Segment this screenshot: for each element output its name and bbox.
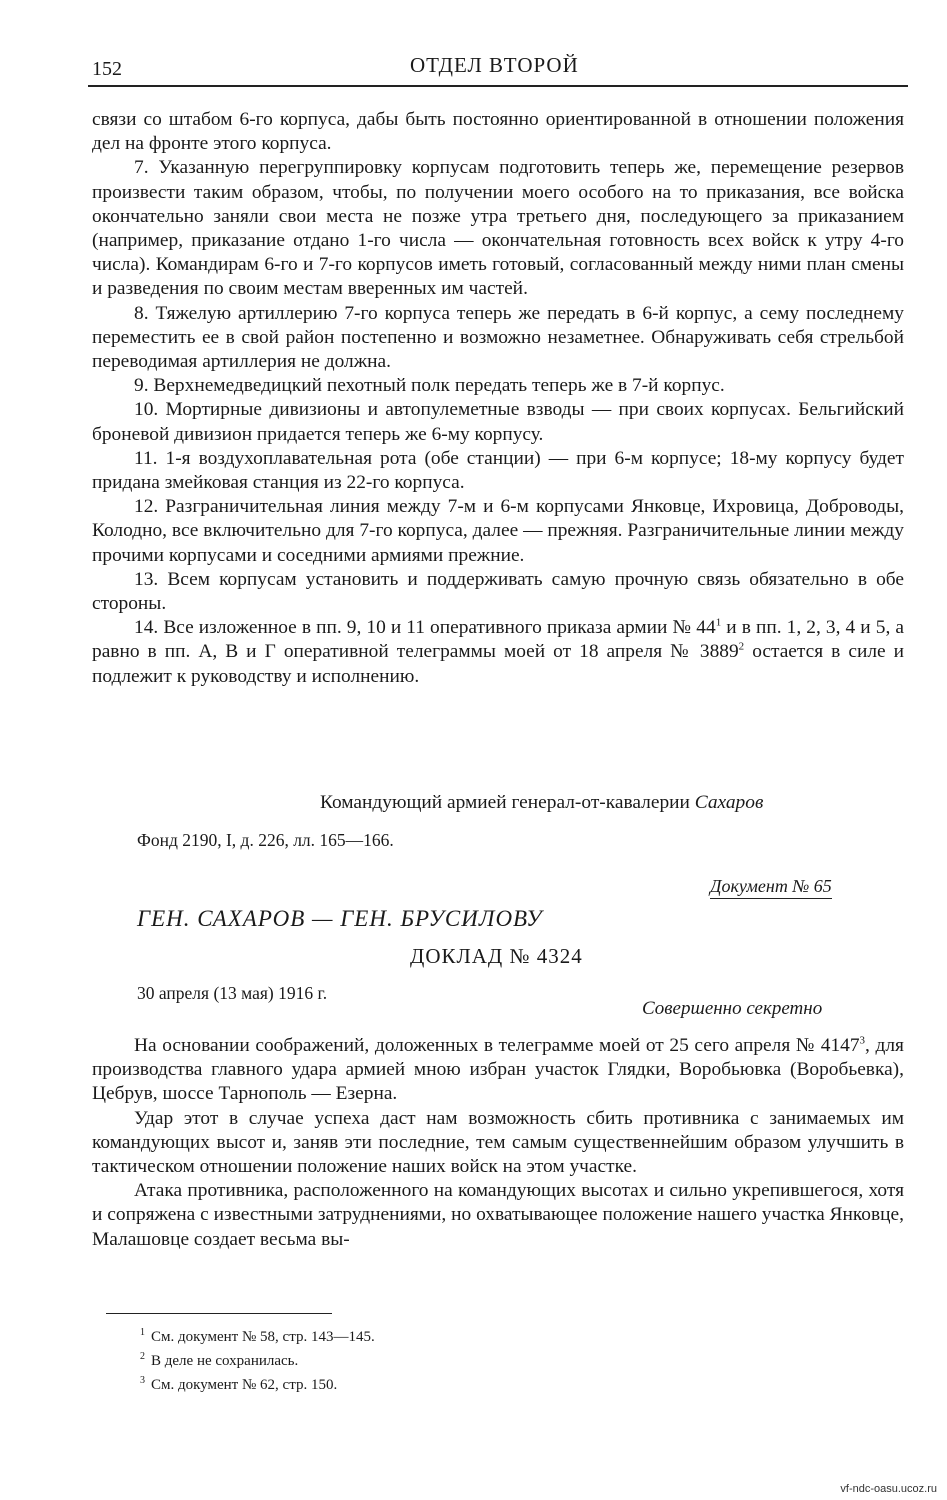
paragraph-13: 13. Всем корпусам установить и поддерживать самую прочную связь обязательно в обе стороны. <box>92 568 904 615</box>
footnote-text: См. документ № 62, стр. 150. <box>151 1377 338 1393</box>
paragraph-9: 9. Верхнемедведицкий пехотный полк передать теперь же в 7-й корпус. <box>134 375 725 397</box>
paragraph-7: 7. Указанную перегруппировку корпусам подготовить теперь же, перемещение резервов произвести таким образом, чтобы, по получении моего особого на то приказания, все войска окончательно заняли свои места не позже утра третьего дня, последующего за приказанием (например, приказание отдано 1-го числа — окончательная готовность всех войск к утру 4-го числа). Командирам 6-го и 7-го корпусов иметь готовый, согласованный между ними план смены и разведения по своим местам вверенных им частей. <box>92 157 904 300</box>
footnote-mark: 1 <box>140 1327 145 1338</box>
footnote-text: См. документ № 58, стр. 143—145. <box>151 1329 375 1345</box>
document-subtitle: ДОКЛАД № 4324 <box>410 944 583 968</box>
footnote-2 <box>140 1347 375 1371</box>
signature-name: Сахаров <box>694 792 764 813</box>
paragraph-14-part-a: 14. Все изложенное в пп. 9, 10 и 11 оперативного приказа армии № 44 <box>134 617 716 639</box>
paragraph-10: 10. Мортирные дивизионы и автопулеметные взводы — при своих корпусах. Бельгийский броневой дивизион придается теперь же 6-му корпусу. <box>92 399 904 445</box>
document-date: 30 апреля (13 мая) 1916 г. <box>137 983 328 1003</box>
footnote-1 <box>140 1323 375 1347</box>
paragraph-intro: связи со штабом 6-го корпуса, дабы быть постоянно ориентированной в отношении положения дел на фронте этого корпуса. <box>92 109 904 155</box>
report-paragraph-1 <box>92 1034 904 1107</box>
footnote-3 <box>140 1371 375 1395</box>
footnote-ref-3: 3 <box>859 1034 866 1047</box>
paragraph-14-part-b: и в пп. 1, 2, 3, 4 и 5, а равно в пп. А, В и Г оперативной телеграммы моей от 18 апреля № 3889 <box>92 617 904 663</box>
paragraph-8: 8. Тяжелую артиллерию 7-го корпуса теперь же передать в 6-й корпус, а сему последнему переместить ее в свой район постепенно и возможно незаметнее. Обнаруживать себя стрельбой переводимая артиллерия не должна. <box>92 302 904 373</box>
document-title: ГЕН. САХАРОВ — ГЕН. БРУСИЛОВУ <box>137 906 543 931</box>
signature-position: Командующий армией генерал-от-кавалерии <box>320 792 695 813</box>
order-text <box>92 108 904 689</box>
report-paragraph-1-part-a: На основании соображений, доложенных в телеграмме моей от 25 сего апреля № 4147 <box>134 1035 860 1056</box>
watermark: vf-ndc-oasu.ucoz.ru <box>840 1483 937 1495</box>
archive-reference: Фонд 2190, I, д. 226, лл. 165—166. <box>137 830 394 850</box>
footnote-ref-1: 1 <box>715 616 722 629</box>
report-paragraph-2: Удар этот в случае успеха даст нам возможность сбить противника с занимаемых им командующих высот и, заняв эти последние, тем самым существеннейшим образом улучшить в тактическом отношении положение наших войск на этом участке. <box>92 1107 904 1178</box>
footnote-mark: 2 <box>140 1351 145 1362</box>
paragraph-12: 12. Разграничительная линия между 7-м и 6-м корпусами Янковце, Ихровица, Доброводы, Колодно, все включительно для 7-го корпуса, далее — прежняя. Разграничительные линии между прочими корпусами и соседними армиями прежние. <box>92 496 904 566</box>
paragraph-14 <box>92 616 904 689</box>
page-number: 152 <box>92 58 122 80</box>
footnote-ref-2: 2 <box>738 641 745 653</box>
footnote-divider <box>106 1313 332 1314</box>
header-divider <box>88 85 908 87</box>
report-text <box>92 1034 904 1252</box>
report-paragraph-1-part-b: , для производства главного удара армией мною избран участок Глядки, Воробьювка (Воробьевка), Цебрув, шоссе Тарнополь — Езерна. <box>92 1035 904 1105</box>
document-number: Документ № 65 <box>710 876 832 899</box>
paragraph-14-part-c: остается в силе и подлежит к руководству и исполнению. <box>92 641 905 687</box>
paragraph-11: 11. 1-я воздухоплавательная рота (обе станции) — при 6-м корпусе; 18-му корпусу будет придана змейковая станция из 22-го корпуса. <box>92 447 904 494</box>
signature-line <box>320 792 763 814</box>
footnotes <box>140 1323 375 1395</box>
report-paragraph-3: Атака противника, расположенного на командующих высотах и сильно укрепившегося, хотя и сопряжена с известными затруднениями, но охватывающее положение нашего участка Янковце, Малашовце создает весьма вы- <box>92 1180 904 1250</box>
footnote-mark: 3 <box>140 1375 145 1386</box>
secrecy-stamp: Совершенно секретно <box>642 998 823 1019</box>
footnote-text: В деле не сохранилась. <box>151 1353 299 1369</box>
running-head: ОТДЕЛ ВТОРОЙ <box>410 53 579 77</box>
